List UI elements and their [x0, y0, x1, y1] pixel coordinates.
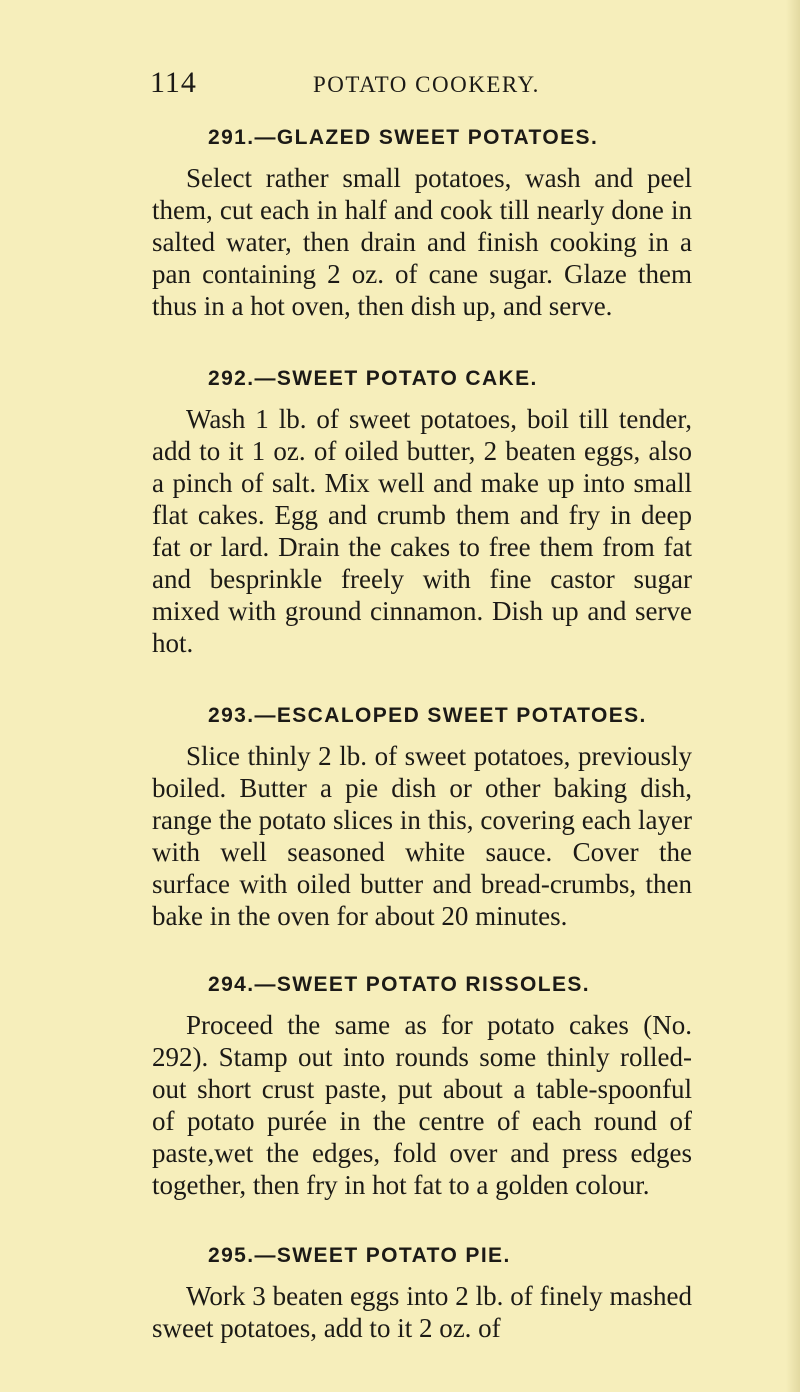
- recipe-body-292: Wash 1 lb. of sweet potatoes, boil till tender, add to it 1 oz. of oiled butter, 2 beaten eggs, also a pinch of salt. Mix well and make up into small flat cakes. Egg and crumb them and fry in deep fat or lard. Drain the cakes to free them from fat and besprinkle freely with fine castor sugar mixed with ground cinnamon. Dish up and serve hot.: [152, 404, 692, 658]
- page-number: 114: [150, 66, 197, 99]
- running-title: POTATO COOKERY.: [313, 72, 540, 97]
- recipe-body-294: Proceed the same as for potato cakes (No. 292). Stamp out into rounds some thinly rolled-out short crust paste, put about a table-spoonful of potato purée in the centre of each round of paste,wet the edges, fold over and press edges together, then fry in hot fat to a golden colour.: [152, 1010, 692, 1200]
- recipe-body-291: Select rather small potatoes, wash and peel them, cut each in half and cook till nearly done in salted water, then drain and finish cooking in a pan containing 2 oz. of cane sugar. Glaze them thus in a hot oven, then dish up, and serve.: [152, 163, 692, 321]
- recipe-heading-291: 291.—GLAZED SWEET POTATOES.: [208, 126, 599, 149]
- recipe-body-295: Work 3 beaten eggs into 2 lb. of finely mashed sweet potatoes, add to it 2 oz. of: [152, 1281, 692, 1343]
- recipe-heading-292: 292.—SWEET POTATO CAKE.: [208, 367, 538, 390]
- recipe-heading-294: 294.—SWEET POTATO RISSOLES.: [208, 973, 591, 996]
- running-head: [150, 66, 710, 106]
- recipe-heading-295: 295.—SWEET POTATO PIE.: [208, 1244, 511, 1267]
- recipe-heading-293: 293.—ESCALOPED SWEET POTATOES.: [208, 704, 647, 727]
- recipe-body-293: Slice thinly 2 lb. of sweet potatoes, previously boiled. Butter a pie dish or other baking dish, range the potato slices in this, covering each layer with well seasoned white sauce. Cover the surface with oiled butter and bread-crumbs, then bake in the oven for about 20 minutes.: [152, 741, 692, 931]
- page-edge-shadow: [786, 0, 800, 1392]
